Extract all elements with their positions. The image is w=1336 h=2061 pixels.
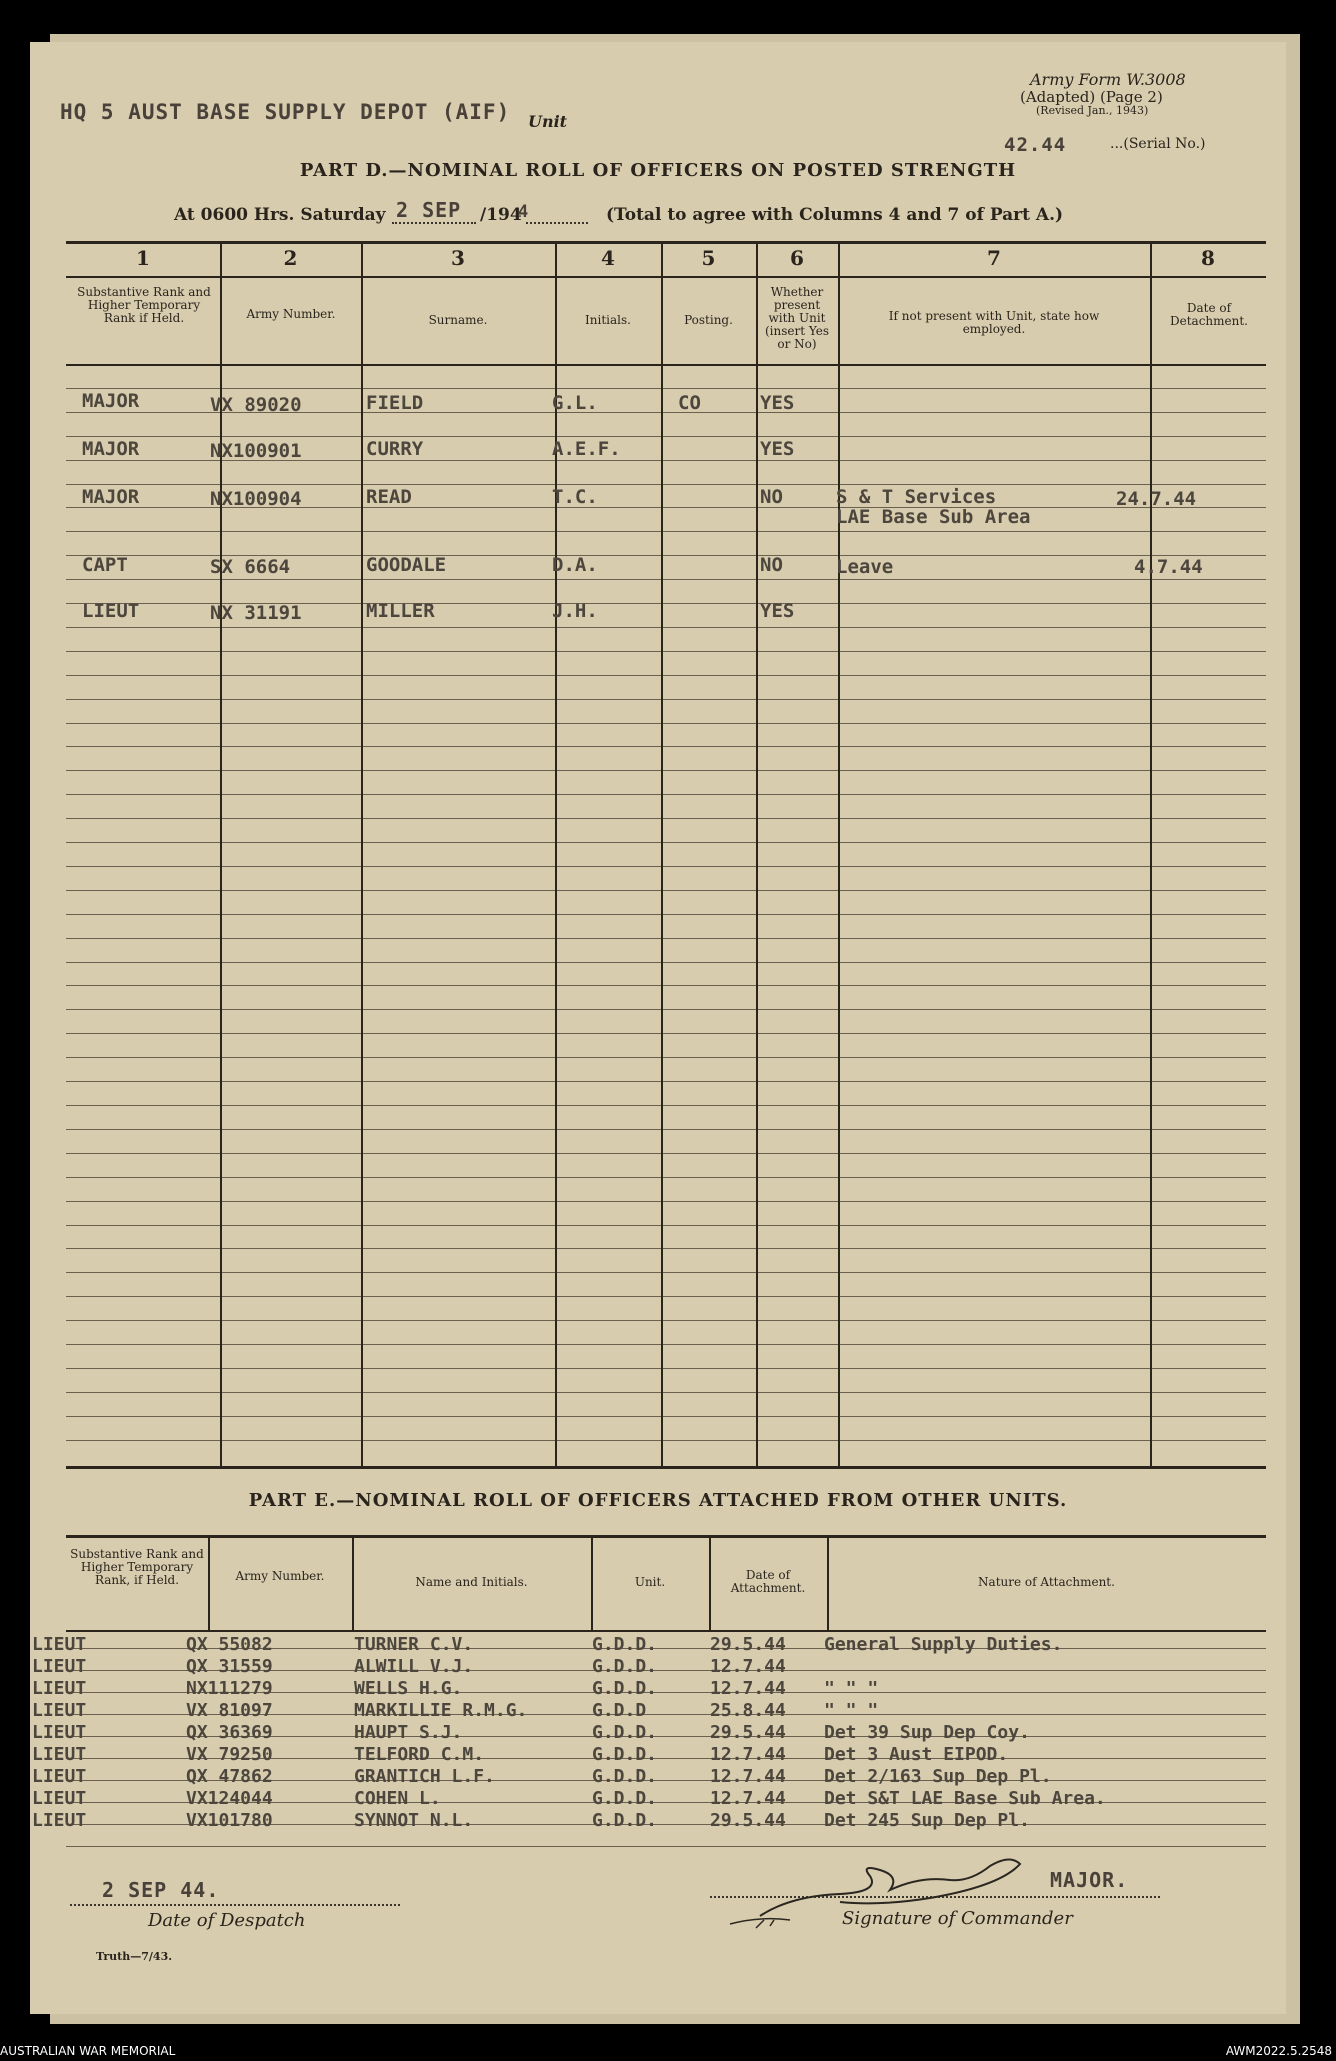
ruled-line (66, 699, 1266, 700)
e-row-3-name: WELLS H.G. (354, 1678, 463, 1699)
ruled-line (66, 770, 1266, 771)
ruled-line (66, 1153, 1266, 1154)
d-row-3-rank: MAJOR (82, 486, 140, 508)
ruled-line (66, 1081, 1266, 1082)
col-divider-7 (1150, 242, 1152, 1466)
e-row-6-nature: Det 3 Aust EIPOD. (824, 1744, 1009, 1765)
col-divider-1 (220, 242, 222, 1466)
d-row-3-surname: READ (366, 486, 412, 508)
ruled-line (66, 985, 1266, 986)
e-row-1-unit: G.D.D. (592, 1634, 658, 1655)
ruled-line (66, 962, 1266, 963)
col-num-2: 2 (283, 246, 298, 270)
e-row-8-rank: LIEUT (32, 1788, 87, 1809)
ruled-line (66, 938, 1266, 939)
e-row-3-rank: LIEUT (32, 1678, 87, 1699)
d-row-4-rank: CAPT (82, 554, 128, 576)
d-row-5-initials: J.H. (552, 600, 598, 622)
ruled-line (66, 794, 1266, 795)
ruled-line (66, 1225, 1266, 1226)
ruled-line (66, 1440, 1266, 1441)
printer-mark: Truth—7/43. (96, 1950, 173, 1963)
ruled-line (66, 531, 1266, 532)
ruled-line (66, 675, 1266, 676)
e-row-8-name: COHEN L. (354, 1788, 441, 1809)
e-row-4-rank: LIEUT (32, 1700, 87, 1721)
d-row-2-number: NX100901 (210, 440, 302, 462)
col-num-1: 1 (136, 246, 150, 270)
d-row-4-surname: GOODALE (366, 554, 447, 576)
ruled-line (66, 1057, 1266, 1058)
form-revised: (Revised Jan., 1943) (1036, 104, 1149, 117)
e-row-4-nature: " " " (824, 1700, 879, 1721)
commander-rank: MAJOR. (1050, 1868, 1129, 1892)
col-header-surname: Surname. (428, 313, 488, 327)
e-row-7-nature: Det 2/163 Sup Dep Pl. (824, 1766, 1052, 1787)
e-row-2-name: ALWILL V.J. (354, 1656, 474, 1677)
e-row-7-date: 12.7.44 (710, 1766, 786, 1787)
e-row-4-date: 25.8.44 (710, 1700, 786, 1721)
e-row-3-unit: G.D.D. (592, 1678, 658, 1699)
e-row-4-number: VX 81097 (186, 1700, 273, 1721)
e-col-header-army-number: Army Number. (235, 1569, 325, 1583)
e-row-3-number: NX111279 (186, 1678, 273, 1699)
date-typed: 2 SEP (396, 198, 462, 222)
col-divider-2 (361, 242, 363, 1466)
ruled-line (66, 1320, 1266, 1321)
part-d-bottom-rule (66, 1466, 1266, 1469)
serial-number: 42.44 (1004, 134, 1067, 156)
e-row-1-number: QX 55082 (186, 1634, 273, 1655)
army-form-page (30, 42, 1286, 2014)
part-e-title: PART E.—NOMINAL ROLL OF OFFICERS ATTACHED FROM OTHER UNITS. (248, 1490, 1068, 1511)
e-row-2-date: 12.7.44 (710, 1656, 786, 1677)
unit-name: HQ 5 AUST BASE SUPPLY DEPOT (AIF) (60, 100, 511, 124)
ruled-line (66, 579, 1266, 580)
e-row-8-unit: G.D.D. (592, 1788, 658, 1809)
d-row-5-number: NX 31191 (210, 602, 302, 624)
d-row-4-initials: D.A. (552, 554, 598, 576)
e-col-header-date: Date of Attachment. (730, 1568, 806, 1595)
e-col-header-name: Name and Initials. (415, 1575, 528, 1589)
d-row-1-posting: CO (678, 392, 701, 414)
d-row-2-present: YES (760, 438, 795, 460)
despatch-date: 2 SEP 44. (102, 1878, 220, 1902)
col-num-4: 4 (601, 246, 615, 270)
despatch-label: Date of Despatch (148, 1910, 306, 1931)
e-row-5-rank: LIEUT (32, 1722, 87, 1743)
e-row-2-unit: G.D.D. (592, 1656, 658, 1677)
year-label: /194 (480, 205, 522, 225)
e-row-6-rank: LIEUT (32, 1744, 87, 1765)
part-e-header-rule (66, 1630, 1266, 1632)
despatch-dotline (70, 1904, 400, 1906)
e-row-2-number: QX 31559 (186, 1656, 273, 1677)
col-num-7: 7 (987, 246, 1001, 270)
d-row-2-surname: CURRY (366, 438, 424, 460)
d-row-1-surname: FIELD (366, 392, 424, 414)
col-divider-5 (756, 242, 758, 1466)
e-row-7-name: GRANTICH L.F. (354, 1766, 495, 1787)
e-row-4-name: MARKILLIE R.M.G. (354, 1700, 528, 1721)
ruled-line (66, 388, 1266, 389)
ruled-line (66, 818, 1266, 819)
ruled-line (66, 1129, 1266, 1130)
ruled-line (66, 1009, 1266, 1010)
col-header-present: Whether present with Unit (insert Yes or No) (764, 285, 830, 351)
col-divider-4 (661, 242, 663, 1466)
ruled-line (66, 914, 1266, 915)
ruled-line (66, 1846, 1266, 1847)
ruled-line (66, 723, 1266, 724)
e-row-1-nature: General Supply Duties. (824, 1634, 1063, 1655)
e-row-2-rank: LIEUT (32, 1656, 87, 1677)
form-id: Army Form W.3008 (1030, 70, 1186, 89)
e-col-header-nature: Nature of Attachment. (978, 1575, 1115, 1589)
ruled-line (66, 890, 1266, 891)
part-d-header-rule (66, 364, 1266, 366)
col-header-posting: Posting. (684, 313, 733, 327)
ruled-line (66, 866, 1266, 867)
ruled-line (66, 1344, 1266, 1345)
ruled-line (66, 627, 1266, 628)
year-dotline (526, 222, 588, 224)
ruled-line (66, 1368, 1266, 1369)
part-d-title: PART D.—NOMINAL ROLL OF OFFICERS ON POSTED STRENGTH (299, 160, 1017, 181)
e-row-9-date: 29.5.44 (710, 1810, 786, 1831)
col-divider-6 (838, 242, 840, 1466)
e-row-6-number: VX 79250 (186, 1744, 273, 1765)
e-row-3-nature: " " " (824, 1678, 879, 1699)
part-d-top-rule (66, 241, 1266, 244)
e-row-7-rank: LIEUT (32, 1766, 87, 1787)
e-row-5-unit: G.D.D. (592, 1722, 658, 1743)
e-col-divider-1 (208, 1536, 210, 1630)
col-header-rank: Substantive Rank and Higher Temporary Rank if Held. (77, 285, 211, 325)
d-row-4-employed: Leave (836, 556, 894, 578)
col-header-detachment: Date of Detachment. (1170, 301, 1248, 328)
d-row-1-initials: G.L. (552, 392, 598, 414)
col-header-army-number: Army Number. (246, 307, 336, 321)
d-row-1-number: VX 89020 (210, 394, 302, 416)
d-row-4-date: 4.7.44 (1134, 556, 1203, 578)
d-row-3-present: NO (760, 486, 783, 508)
e-row-9-rank: LIEUT (32, 1810, 87, 1831)
ruled-line (66, 651, 1266, 652)
d-row-5-rank: LIEUT (82, 600, 140, 622)
col-divider-3 (555, 242, 557, 1466)
ruled-line (66, 1296, 1266, 1297)
e-col-divider-4 (709, 1536, 711, 1630)
e-row-9-unit: G.D.D. (592, 1810, 658, 1831)
ruled-line (66, 1416, 1266, 1417)
form-adapted: (Adapted) (Page 2) (1020, 88, 1163, 106)
d-row-3-employed-line2: LAE Base Sub Area (836, 506, 1031, 528)
ruled-line (66, 1201, 1266, 1202)
d-row-3-initials: T.C. (552, 486, 598, 508)
e-row-5-date: 29.5.44 (710, 1722, 786, 1743)
part-e-top-rule (66, 1535, 1266, 1538)
ruled-line (66, 842, 1266, 843)
ruled-line (66, 1272, 1266, 1273)
d-row-1-rank: MAJOR (82, 390, 140, 412)
col-num-5: 5 (701, 246, 716, 270)
ruled-line (66, 1392, 1266, 1393)
d-row-2-rank: MAJOR (82, 438, 140, 460)
e-row-6-unit: G.D.D. (592, 1744, 658, 1765)
col-num-8: 8 (1201, 246, 1215, 270)
d-row-1-present: YES (760, 392, 795, 414)
d-row-4-present: NO (760, 554, 783, 576)
ruled-line (66, 1105, 1266, 1106)
e-row-6-name: TELFORD C.M. (354, 1744, 485, 1765)
col-header-initials: Initials. (585, 313, 631, 327)
archive-caption-left: AUSTRALIAN WAR MEMORIAL (0, 2044, 176, 2058)
date-dotline (392, 222, 476, 224)
col-num-6: 6 (790, 246, 804, 270)
e-row-9-name: SYNNOT N.L. (354, 1810, 474, 1831)
ruled-line (66, 1177, 1266, 1178)
unit-label: Unit (528, 112, 568, 131)
d-row-5-surname: MILLER (366, 600, 435, 622)
e-row-1-name: TURNER C.V. (354, 1634, 474, 1655)
d-row-3-date: 24.7.44 (1116, 488, 1197, 510)
e-row-1-date: 29.5.44 (710, 1634, 786, 1655)
e-row-5-number: QX 36369 (186, 1722, 273, 1743)
e-row-9-number: VX101780 (186, 1810, 273, 1831)
e-col-header-rank: Substantive Rank and Higher Temporary Rank, if Held. (70, 1547, 204, 1587)
ruled-line (66, 484, 1266, 485)
d-row-2-initials: A.E.F. (552, 438, 621, 460)
archive-caption-right: AWM2022.5.2548 (1225, 2044, 1332, 2058)
ruled-line (66, 1248, 1266, 1249)
total-note: (Total to agree with Columns 4 and 7 of Part A.) (606, 205, 1064, 225)
d-row-5-present: YES (760, 600, 795, 622)
d-row-3-employed: S & T Services (836, 486, 997, 508)
e-col-header-unit: Unit. (634, 1575, 666, 1589)
ruled-line (66, 746, 1266, 747)
serial-label: ...(Serial No.) (1110, 136, 1206, 152)
d-row-3-number: NX100904 (210, 488, 302, 510)
e-row-7-number: QX 47862 (186, 1766, 273, 1787)
e-row-5-name: HAUPT S.J. (354, 1722, 463, 1743)
ruled-line (66, 436, 1266, 437)
ruled-line (66, 1033, 1266, 1034)
time-prefix: At 0600 Hrs. Saturday (174, 205, 386, 225)
e-row-6-date: 12.7.44 (710, 1744, 786, 1765)
e-row-9-nature: Det 245 Sup Dep Pl. (824, 1810, 1030, 1831)
d-row-4-number: SX 6664 (210, 556, 291, 578)
year-typed: 4 (518, 202, 530, 222)
e-row-1-rank: LIEUT (32, 1634, 87, 1655)
col-num-3: 3 (451, 246, 465, 270)
e-row-8-date: 12.7.44 (710, 1788, 786, 1809)
signature-label: Signature of Commander (842, 1908, 1073, 1929)
e-row-8-nature: Det S&T LAE Base Sub Area. (824, 1788, 1106, 1809)
e-row-5-nature: Det 39 Sup Dep Coy. (824, 1722, 1030, 1743)
e-row-7-unit: G.D.D. (592, 1766, 658, 1787)
e-row-4-unit: G.D.D (592, 1700, 647, 1721)
part-d-num-rule (66, 276, 1266, 278)
e-row-8-number: VX124044 (186, 1788, 273, 1809)
e-row-3-date: 12.7.44 (710, 1678, 786, 1699)
col-header-employed: If not present with Unit, state how employed. (888, 309, 1100, 336)
